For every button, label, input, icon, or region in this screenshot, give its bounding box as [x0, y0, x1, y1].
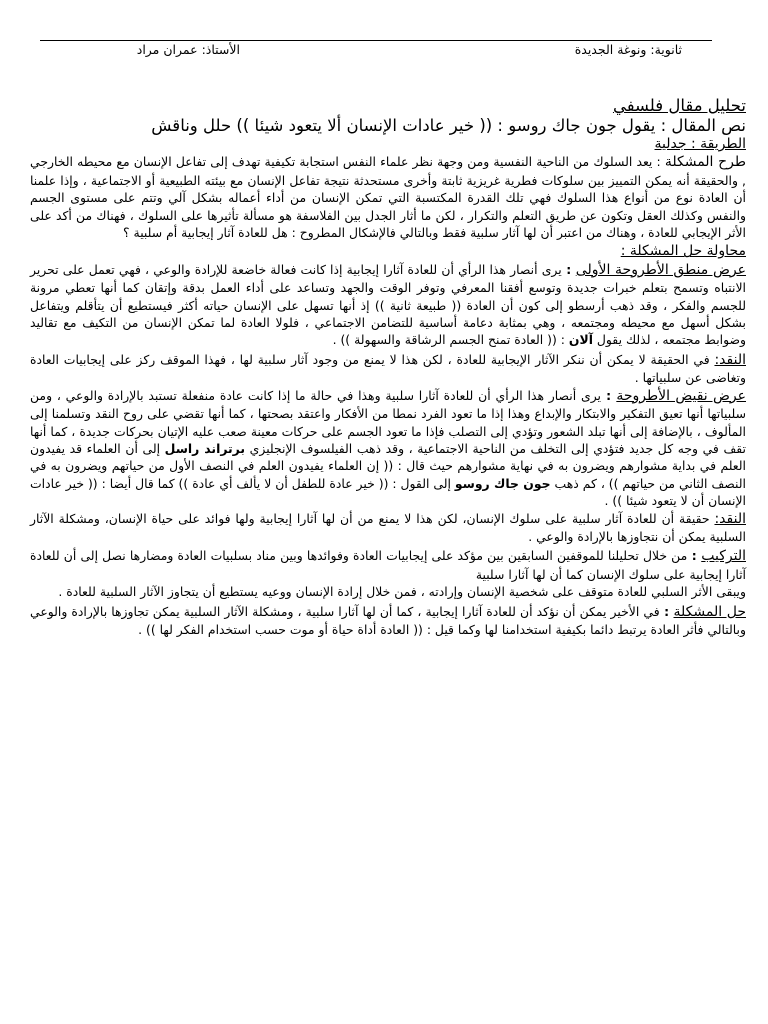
header-rule — [40, 40, 712, 41]
essay-body — [30, 96, 746, 638]
document-title-text: تحليل مقال فلسفي — [612, 96, 746, 115]
thesis-quote: : (( العادة تمنح الجسم الرشاقة والسهولة )) . — [332, 332, 569, 348]
problem-paragraph — [30, 153, 746, 241]
antithesis-philosopher-2: جون جاك روسو — [454, 475, 551, 491]
synthesis-colon: : — [687, 548, 702, 564]
antithesis-colon: : — [600, 387, 617, 403]
conclusion-label: حل المشكلة — [673, 603, 746, 620]
antithesis-text-3: إلى القول : (( خير عادة للطفل أن لا يألف أي عادة )) كما قال أيضا : (( خير عادات الإنسان أن لا يتعود شيئا )) . — [30, 475, 746, 509]
antithesis-paragraph — [30, 387, 746, 510]
antithesis-label: عرض نقيض الأطروحة — [616, 387, 746, 404]
thesis-philosopher: آلان — [568, 332, 593, 348]
method-line — [30, 136, 746, 153]
thesis-label: عرض منطق الأطروحة الأولى — [575, 261, 746, 278]
document-header — [40, 42, 712, 82]
critique1-paragraph — [30, 351, 746, 387]
critique2-paragraph — [30, 510, 746, 546]
problem-label: طرح المشكلة — [664, 154, 746, 171]
conclusion-text: في الأخير يمكن أن نؤكد أن للعادة آثارا إيجابية ، كما أن لها آثارا سلبية ، ومشكلة الآثار السلبية يمكن تجاوزها بالإرادة والوعي وبالتالي فأثر العادة يرتبط دائما بكيفية استخدامنا لها وكما قيل : (( العادة أداة حياة أو موت حسب استخدام الفكر لها )) . — [30, 603, 746, 637]
synthesis-text-1: من خلال تحليلنا للموقفين السابقين بين مؤكد على إيجابيات العادة وفوائدها وبين مناد بسلبيات العادة ومضارها نصل إلى أن للعادة آثارا إيجابية على سلوك الإنسان كما أن لها آثارا سلبية — [30, 548, 746, 582]
essay-subject-quote: خير عادات الإنسان ألا يتعود شيئا — [249, 116, 480, 135]
conclusion-paragraph — [30, 603, 746, 639]
critique2-label: النقد: — [714, 510, 746, 527]
critique1-label: النقد: — [714, 351, 746, 368]
school-name: ثانوية: ونوغة الجديدة — [574, 42, 682, 57]
thesis-paragraph — [30, 261, 746, 349]
synthesis-label: التركيب — [701, 548, 746, 565]
antithesis-text-1: يرى أنصار هذا الرأي أن للعادة آثارا سلبية وهذا في حالة ما إذا كانت عادة منفعلة تستبد بالإرادة والوعي ، ومن سلبياتها أنها تعيق التفكير والابتكار والإبداع وهذا إذا ما تعود الفرد نمطا من الأفكار واعتقد بصحتها ، كما أنها تقضي على روح النقد وتسلمنا إلى المألوف ، بالإضافة إلى أنها تبلد الشعور وتؤدي إلى التصلب فإذا ما تعود الجسم على حركات معينة صعب عليه الإتيان بحركات جديدة ، كما أنها تقف في وجه كل جديد فتؤدي إلى التخلف من الناحية الاجتماعية ، وقد ذهب الفيلسوف الإنجليزي — [30, 387, 746, 456]
thesis-colon: : — [561, 261, 576, 277]
document-title — [30, 96, 746, 116]
solution-heading — [30, 243, 746, 260]
critique2-text: حقيقة أن للعادة آثار سلبية على سلوك الإنسان، لكن هذا لا يمنع من أن لها آثارا إيجابية ولها فوائد على حياة الإنسان، ومشكلة الآثار السلبية يمكن أن نتجاوزها بالإرادة والوعي . — [30, 510, 746, 544]
critique1-text: في الحقيقة لا يمكن أن ننكر الآثار الإيجابية للعادة ، لكن هذا لا يمنع من وجود آثار سلبية لها ، فهذا الموقف ركز على إيجابيات العادة وتغاضى عن سلبياتها . — [30, 351, 746, 386]
synthesis-paragraph-2 — [30, 583, 746, 600]
solution-heading-text: محاولة حل المشكلة : — [620, 243, 746, 260]
thesis-text: يرى أنصار هذا الرأي أن للعادة آثارا إيجابية إذا كانت فعالة خاضعة للإرادة والوعي ، فهي تعمل على تحرير الانتباه وتسمح بتعلم خبرات جديدة وتوسع أفقنا المعرفي وتوفر الوقت والجهد وتساعد على أداء العمل بدقة وإتقان كما أنها تعطي مرونة للجسم والفكر ، وقد ذهب أرسطو إلى كون أن العادة (( طبيعة ثانية )) إذ أنها تسهل على الإنسان حياته أكثر فيستطيع أن يتأقلم ويتفاعل بشكل أسهل مع محيطه ومجتمعه ، وهي بمثابة دعامة أساسية للتضامن الاجتماعي ، فلولا العادة لما تمكن الإنسان من التكيف مع تقاليد وضوابط مجتمعه ، لذلك يقول — [30, 261, 746, 348]
essay-subject-prefix: نص المقال : يقول جون جاك روسو : (( — [479, 116, 746, 135]
antithesis-philosopher-1: برتراند راسل — [164, 440, 246, 456]
antithesis-text-2: إلى أن العلماء قد يفيدون العلم في بداية مشوارهم ويضرون به في نهاية مشوارهم حيث قال : (( إن العلماء يفيدون العلم في النصف الأول من حياتهم ويضرون به في النصف الثاني من حياتهم )) ، كم ذهب — [30, 440, 746, 491]
conclusion-colon: : — [659, 603, 674, 619]
essay-subject — [30, 116, 746, 136]
problem-text: : يعد السلوك من الناحية النفسية ومن وجهة نظر علماء النفس استجابة تكيفية تهدف إلى تفاعل الإنسان مع محيطه الخارجي , والحقيقة أنه يمكن التمييز بين سلوكات فطرية غريزية ثابتة وأخرى مستحدثة نتيجة تفاعل الإنسان مع بيئته الطبيعية أو الاجتماعية ، وإذا علمنا أن العادة نوع من أنواع هذا السلوك فهي تلك القدرة المكتسبة التي تمكن الإنسان من أداء أعماله بشكل آلي وتتم على مستوى الجسم والنفس وكذلك العقل وتكون عن طريق التعلم والتكرار ، لكن ما أثار الجدل بين الفلاسفة هو مسألة تأثيرها على السلوك ، فهناك من أكد على الأثر الإيجابي للعادة ، وهناك من اعتبر أن لها آثار سلبية فقط وبالتالي فالإشكال المطروح : هل للعادة آثار إيجابية أم سلبية ؟ — [30, 154, 746, 241]
teacher-name: الأستاذ: عمران مراد — [136, 42, 240, 57]
method-label: الطريقة : جدلية — [654, 136, 746, 152]
essay-subject-suffix: )) حلل وناقش — [151, 116, 250, 135]
synthesis-paragraph — [30, 547, 746, 583]
synthesis-text-2: ويبقى الأثر السلبي للعادة متوقف على شخصية الإنسان وإرادته ، فمن خلال إرادة الإنسان ووعيه يستطيع أن يتجاوز الآثار السلبية للعادة . — [58, 584, 746, 600]
